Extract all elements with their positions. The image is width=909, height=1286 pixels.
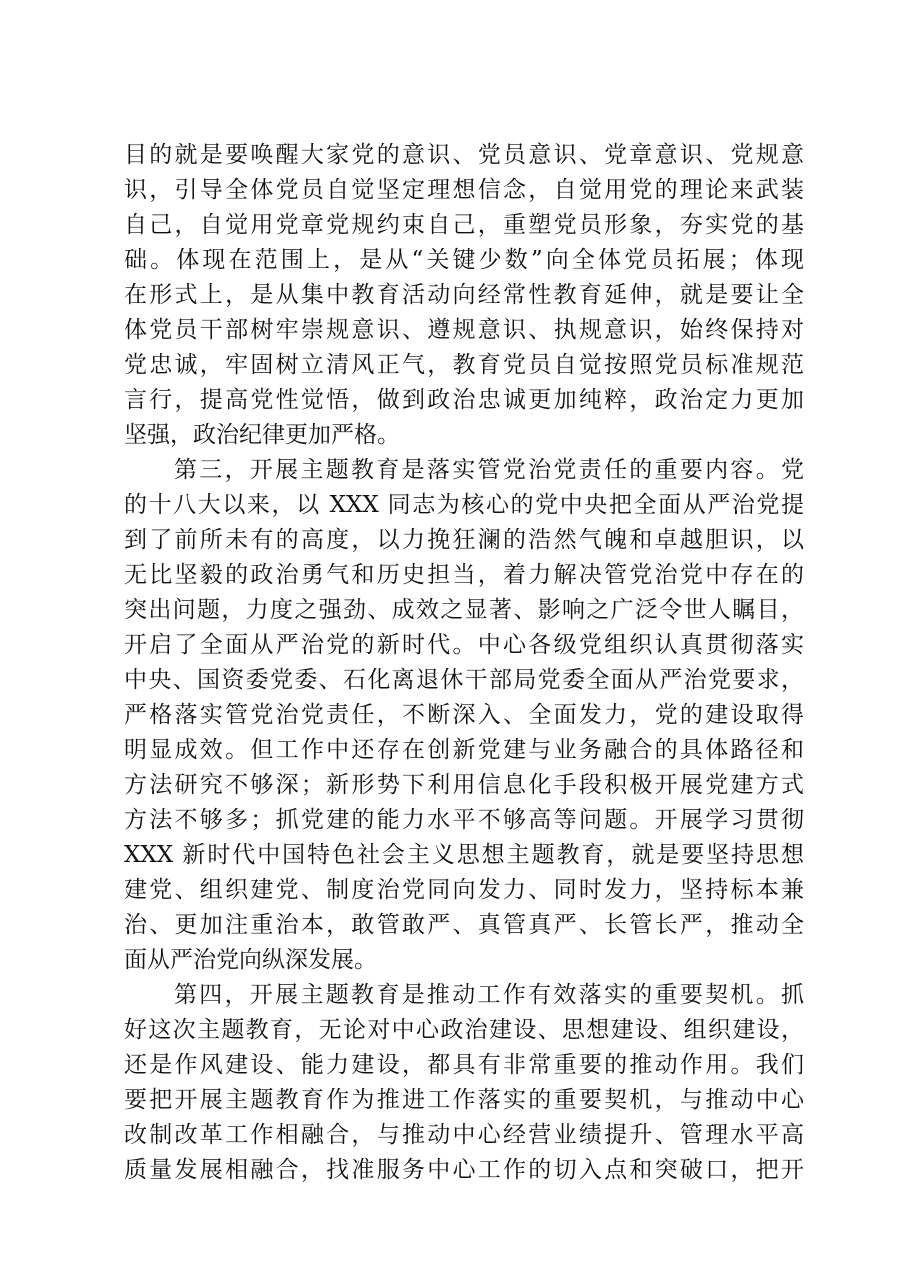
text-line: 到了前所未有的高度，以力挽狂澜的浩然气魄和卓越胆识，以 bbox=[124, 527, 804, 553]
text-line: 中央、国资委党委、石化离退休干部局党委全面从严治党要求， bbox=[124, 667, 804, 693]
text-line: 还是作风建设、能力建设，都具有非常重要的推动作用。我们 bbox=[124, 1052, 804, 1078]
text-line: 好这次主题教育，无论对中心政治建设、思想建设、组织建设， bbox=[124, 1017, 804, 1043]
text-line: 建党、组织建党、制度治党同向发力、同时发力，坚持标本兼 bbox=[124, 877, 804, 903]
text-line: 在形式上，是从集中教育活动向经常性教育延伸，就是要让全 bbox=[124, 282, 804, 308]
text-line: 方法研究不够深；新形势下利用信息化手段积极开展党建方式 bbox=[124, 772, 804, 798]
text-line: 言行，提高党性觉悟，做到政治忠诚更加纯粹，政治定力更加 bbox=[124, 387, 804, 413]
text-line: 严格落实管党治党责任，不断深入、全面发力，党的建设取得 bbox=[124, 702, 804, 728]
text-line: 体党员干部树牢崇规意识、遵规意识、执规意识，始终保持对 bbox=[124, 317, 804, 343]
text-line: XXX 新时代中国特色社会主义思想主题教育，就是要坚持思想 bbox=[124, 842, 804, 868]
text-line: 础。体现在范围上，是从“关键少数”向全体党员拓展；体现 bbox=[124, 247, 804, 273]
text-line: 开启了全面从严治党的新时代。中心各级党组织认真贯彻落实 bbox=[124, 632, 804, 658]
text-line: 党忠诚，牢固树立清风正气，教育党员自觉按照党员标准规范 bbox=[124, 352, 804, 378]
text-line: 无比坚毅的政治勇气和历史担当，着力解决管党治党中存在的 bbox=[124, 562, 804, 588]
document-body bbox=[124, 138, 804, 1188]
text-line: 目的就是要唤醒大家党的意识、党员意识、党章意识、党规意 bbox=[124, 142, 804, 168]
text-line: 要把开展主题教育作为推进工作落实的重要契机，与推动中心 bbox=[124, 1087, 804, 1113]
text-line: 自己，自觉用党章党规约束自己，重塑党员形象，夯实党的基 bbox=[124, 212, 804, 238]
text-line: 质量发展相融合，找准服务中心工作的切入点和突破口，把开 bbox=[124, 1157, 804, 1183]
paragraph-first-line: 第四，开展主题教育是推动工作有效落实的重要契机。抓 bbox=[174, 982, 804, 1008]
text-line: 突出问题，力度之强劲、成效之显著、影响之广泛令世人瞩目， bbox=[124, 597, 804, 623]
text-line: 识，引导全体党员自觉坚定理想信念，自觉用党的理论来武装 bbox=[124, 177, 804, 203]
paragraph-first-line: 第三，开展主题教育是落实管党治党责任的重要内容。党 bbox=[174, 457, 804, 483]
text-line: 方法不够多；抓党建的能力水平不够高等问题。开展学习贯彻 bbox=[124, 807, 804, 833]
text-line: 坚强，政治纪律更加严格。 bbox=[124, 422, 400, 448]
text-line: 明显成效。但工作中还存在创新党建与业务融合的具体路径和 bbox=[124, 737, 804, 763]
text-line: 面从严治党向纵深发展。 bbox=[124, 947, 377, 973]
text-line: 的十八大以来，以 XXX 同志为核心的党中央把全面从严治党提 bbox=[124, 492, 804, 518]
text-line: 治、更加注重治本，敢管敢严、真管真严、长管长严，推动全 bbox=[124, 912, 804, 938]
text-line: 改制改革工作相融合，与推动中心经营业绩提升、管理水平高 bbox=[124, 1122, 804, 1148]
